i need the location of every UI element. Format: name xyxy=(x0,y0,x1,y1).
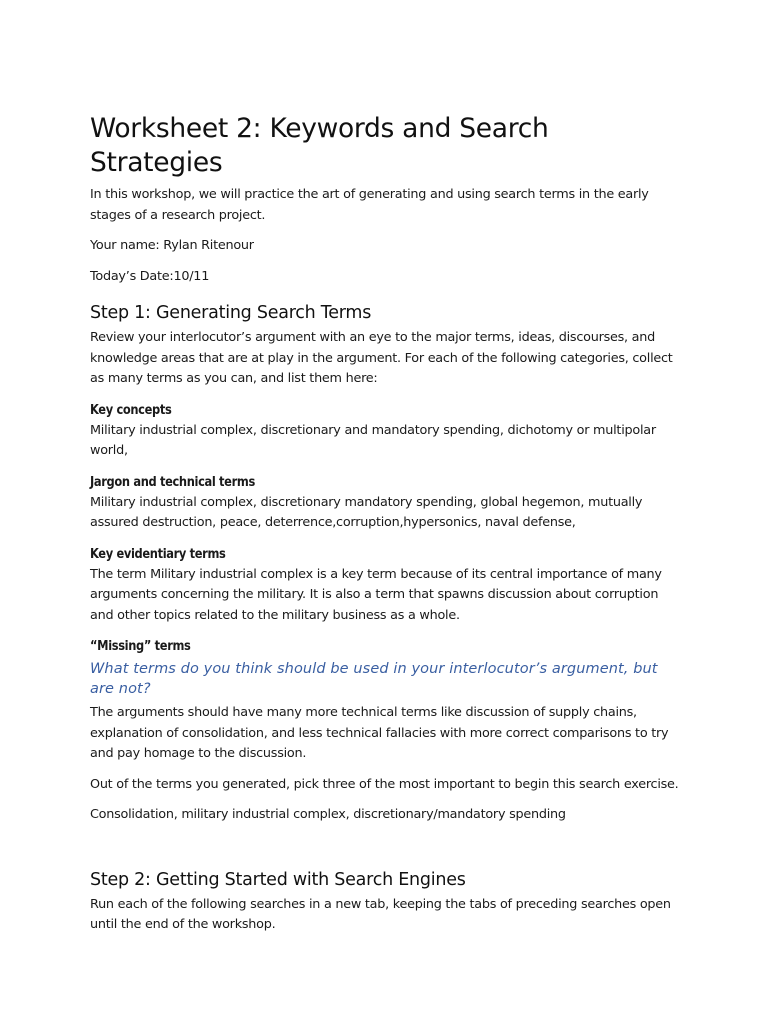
name-line: Your name: Rylan Ritenour xyxy=(90,238,254,253)
step2-heading: Step 2: Getting Started with Search Engines xyxy=(90,869,466,890)
missing-terms-question: What terms do you think should be used in your interlocutor’s argument, but are not? xyxy=(90,661,658,697)
step2-instructions: Run each of the following searches in a new tab, keeping the tabs of preceding searches open until the end of the workshop. xyxy=(90,896,671,932)
missing-terms-label: “Missing” terms xyxy=(90,639,191,654)
key-concepts-answer: Military industrial complex, discretionary and mandatory spending, dichotomy or multipolar world, xyxy=(90,422,656,458)
key-concepts-label: Key concepts xyxy=(90,402,172,418)
jargon-label: Jargon and technical terms xyxy=(90,474,255,490)
jargon-answer: Military industrial complex, discretionary mandatory spending, global hegemon, mutually assured destruction, peace, deterrence,corruption,hypersonics, naval defense, xyxy=(90,494,643,530)
pick-three-answer: Consolidation, military industrial complex, discretionary/mandatory spending xyxy=(90,807,566,822)
missing-terms-answer: The arguments should have many more technical terms like discussion of supply chains, explanation of consolidation, and less technical fallacies with more correct comparisons to try and pay homage to the discussion. xyxy=(90,705,669,761)
worksheet-title: Worksheet 2: Keywords and Search Strategies xyxy=(90,113,549,178)
worksheet-page xyxy=(90,112,682,946)
intro-paragraph: In this workshop, we will practice the art of generating and using search terms in the early stages of a research project. xyxy=(90,187,649,223)
evidentiary-answer: The term Military industrial complex is a key term because of its central importance of many arguments concerning the military. It is also a term that spawns discussion about corruption and other topics related to the military business as a whole. xyxy=(90,566,662,623)
step1-instructions: Review your interlocutor’s argument with an eye to the major terms, ideas, discourses, and knowledge areas that are at play in the argument. For each of the following categories, collect as many terms as you can, and list them here: xyxy=(90,330,673,386)
step1-heading: Step 1: Generating Search Terms xyxy=(90,303,372,323)
evidentiary-label: Key evidentiary terms xyxy=(90,546,226,562)
pick-three-prompt: Out of the terms you generated, pick three of the most important to begin this search exercise. xyxy=(90,776,679,792)
date-line: Today’s Date:10/11 xyxy=(90,268,210,284)
